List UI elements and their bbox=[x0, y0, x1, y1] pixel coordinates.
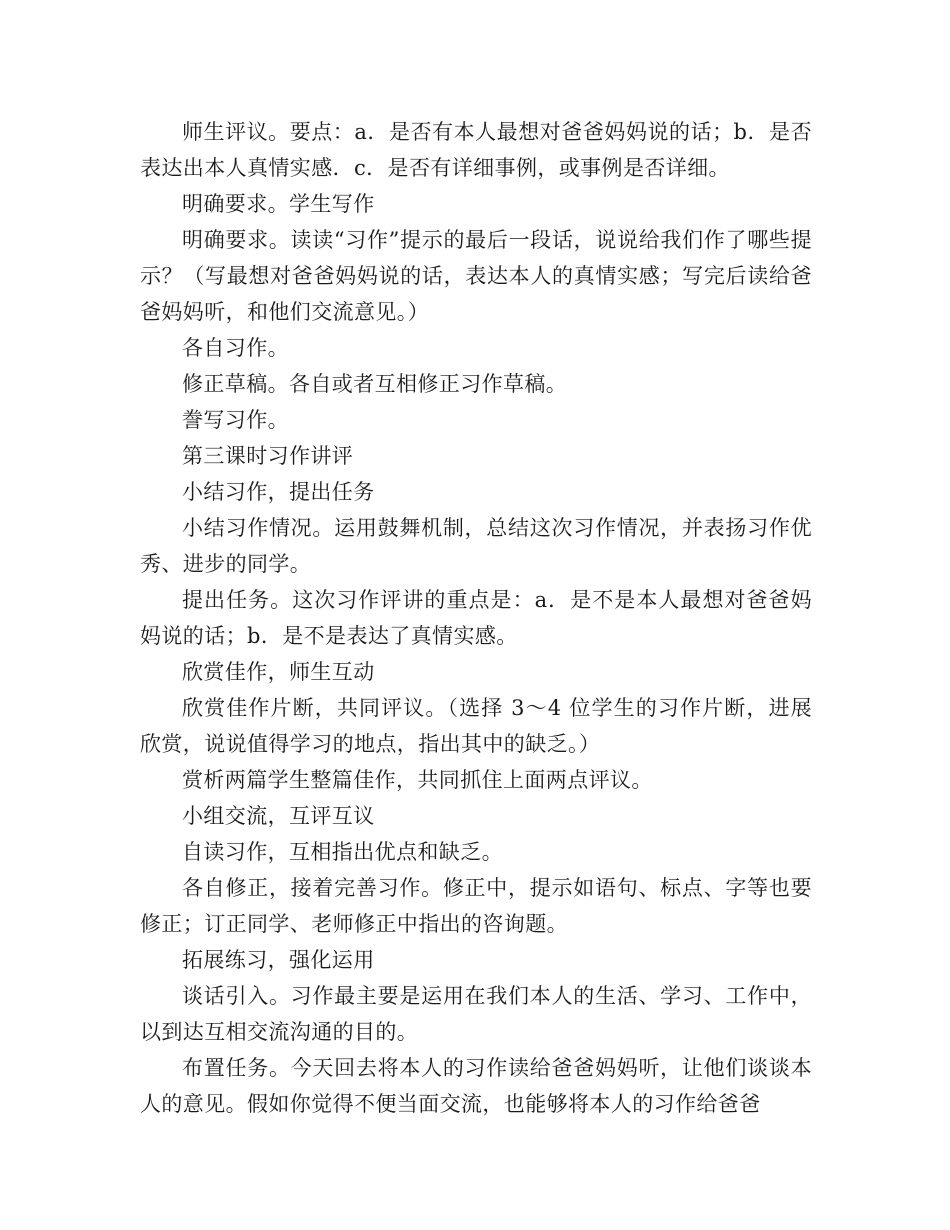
subheading-summary-task: 小结习作，提出任务 bbox=[182, 480, 375, 504]
paragraph-appreciate-excerpts: 欣赏佳作片断，共同评议。（选择 3～4 位学生的习作片断，进展欣赏，说说值得学习的地点，指出其中的缺乏。） bbox=[140, 696, 812, 756]
paragraph-clarify-requirements-writing: 明确要求。学生写作 bbox=[182, 192, 375, 216]
paragraph-revise-draft: 修正草稿。各自或者互相修正习作草稿。 bbox=[182, 372, 568, 396]
paragraph-introduction-talk: 谈话引入。习作最主要是运用在我们本人的生活、学习、工作中，以到达互相交流沟通的目的。 bbox=[140, 984, 812, 1044]
subheading-extended-practice: 拓展练习，强化运用 bbox=[182, 948, 375, 972]
paragraph-individual-revision: 各自修正，接着完善习作。修正中，提示如语句、标点、字等也要修正；订正同学、老师修正中指出的咨询题。 bbox=[140, 876, 812, 936]
subheading-appreciate-works: 欣赏佳作，师生互动 bbox=[182, 660, 375, 684]
paragraph-self-read: 自读习作，互相指出优点和缺乏。 bbox=[182, 840, 503, 864]
paragraph-summary: 小结习作情况。运用鼓舞机制，总结这次习作情况，并表扬习作优秀、进步的同学。 bbox=[140, 516, 812, 576]
paragraph-copy-writing: 誊写习作。 bbox=[182, 408, 289, 432]
paragraph-individual-writing: 各自习作。 bbox=[182, 336, 289, 360]
paragraph-assign-task: 布置任务。今天回去将本人的习作读给爸爸妈妈听，让他们谈谈本人的意见。假如你觉得不便当面交流，也能够将本人的习作给爸爸 bbox=[140, 1056, 812, 1116]
paragraph-clarify-requirements-prompt: 明确要求。读读“习作”提示的最后一段话，说说给我们作了哪些提示？（写最想对爸爸妈妈说的话，表达本人的真情实感；写完后读给爸爸妈妈听，和他们交流意见。） bbox=[140, 228, 812, 324]
document-body bbox=[140, 114, 812, 1122]
section-heading-third-lesson: 第三课时习作讲评 bbox=[182, 444, 354, 468]
subheading-group-exchange: 小组交流，互评互议 bbox=[182, 804, 375, 828]
paragraph-propose-task: 提出任务。这次习作评讲的重点是：a．是不是本人最想对爸爸妈妈说的话；b．是不是表达了真情实感。 bbox=[140, 588, 812, 648]
paragraph-peer-review: 师生评议。要点：a．是否有本人最想对爸爸妈妈说的话；b．是否表达出本人真情实感．c．是否有详细事例，或事例是否详细。 bbox=[140, 120, 812, 180]
paragraph-analyze-works: 赏析两篇学生整篇佳作，共同抓住上面两点评议。 bbox=[182, 768, 653, 792]
